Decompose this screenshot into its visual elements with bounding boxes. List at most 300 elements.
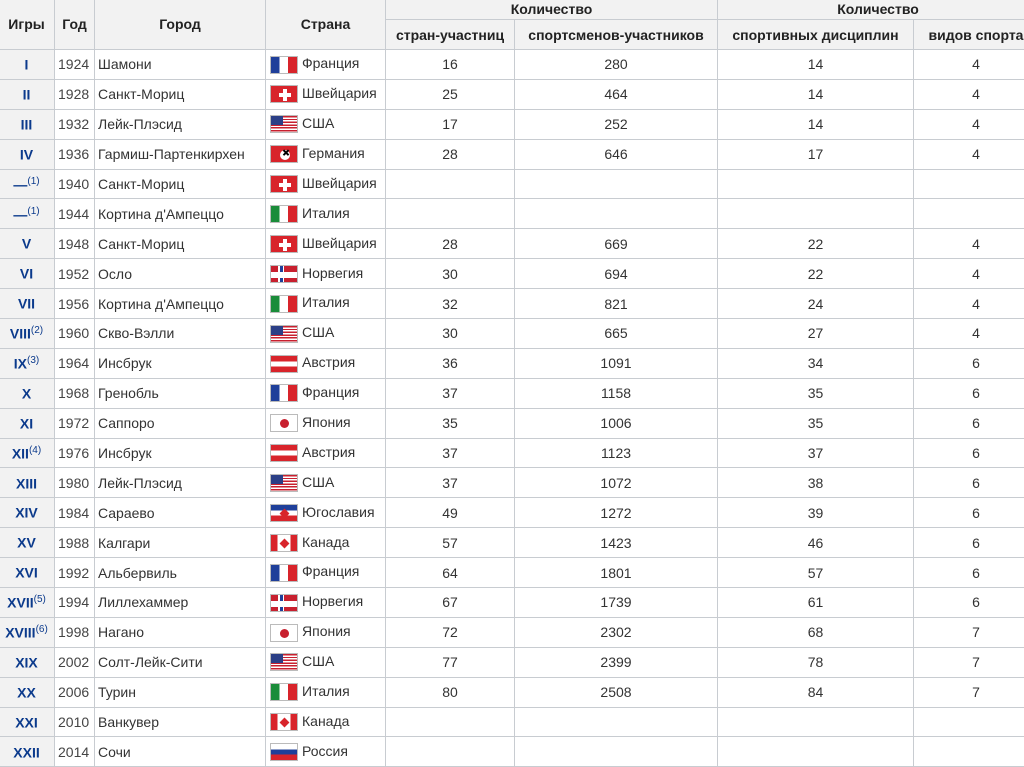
flag-icon: [270, 115, 298, 133]
athletes-count-cell: 1423: [515, 528, 718, 558]
year-cell[interactable]: 1940: [55, 169, 95, 199]
flag-icon: [270, 594, 298, 612]
flag-icon: [270, 355, 298, 373]
country-cell[interactable]: [266, 79, 386, 109]
countries-count-cell: 72: [386, 617, 515, 647]
games-numeral[interactable]: I: [24, 56, 29, 73]
flag-icon: [270, 235, 298, 253]
flag-icon: [270, 56, 298, 74]
country-cell[interactable]: [266, 199, 386, 229]
city-cell[interactable]: Калгари: [95, 528, 266, 558]
table-row: [0, 289, 1024, 319]
table-row: [0, 647, 1024, 677]
country-name[interactable]: Италия: [302, 294, 350, 311]
disciplines-count-cell: [718, 199, 914, 229]
city-cell[interactable]: Шамони: [95, 50, 266, 80]
disciplines-count-cell: 84: [718, 677, 914, 707]
country-name[interactable]: Швейцария: [302, 174, 377, 191]
year-cell[interactable]: 1972: [55, 408, 95, 438]
country-cell[interactable]: [266, 289, 386, 319]
country-cell[interactable]: [266, 139, 386, 169]
sports-count-cell: [914, 737, 1024, 767]
flag-icon: [270, 265, 298, 283]
games-cell[interactable]: [0, 259, 55, 289]
country-cell[interactable]: [266, 319, 386, 349]
athletes-count-cell: 2302: [515, 617, 718, 647]
games-cell[interactable]: [0, 558, 55, 588]
city-cell[interactable]: Сочи: [95, 737, 266, 767]
year-cell[interactable]: 1936: [55, 139, 95, 169]
footnote-ref[interactable]: (6): [35, 624, 48, 636]
table-row: [0, 319, 1024, 349]
city-cell[interactable]: Саппоро: [95, 408, 266, 438]
countries-count-cell: [386, 169, 515, 199]
countries-count-cell: 36: [386, 348, 515, 378]
country-cell[interactable]: [266, 647, 386, 677]
games-cell[interactable]: [0, 348, 55, 378]
country-name[interactable]: Франция: [302, 55, 360, 72]
disciplines-count-cell: 35: [718, 378, 914, 408]
year-cell[interactable]: 1956: [55, 289, 95, 319]
flag-icon: [270, 85, 298, 103]
year-cell[interactable]: 1984: [55, 498, 95, 528]
footnote-ref[interactable]: (5): [33, 594, 46, 606]
games-cell[interactable]: [0, 588, 55, 618]
sports-count-cell: [914, 199, 1024, 229]
country-name[interactable]: Италия: [302, 683, 350, 699]
flag-icon: [270, 713, 298, 731]
flag-icon: [270, 384, 298, 402]
footnote-ref[interactable]: (1): [27, 175, 40, 187]
header-countries: стран-участниц: [386, 20, 515, 50]
countries-count-cell: 49: [386, 498, 515, 528]
sports-count-cell: 6: [914, 408, 1024, 438]
games-cell[interactable]: [0, 378, 55, 408]
flag-icon: [270, 145, 298, 163]
countries-count-cell: [386, 737, 515, 767]
year-cell[interactable]: 1980: [55, 468, 95, 498]
disciplines-count-cell: 57: [718, 558, 914, 588]
games-cell[interactable]: [0, 169, 55, 199]
country-name[interactable]: Норвегия: [302, 593, 364, 610]
table-row: [0, 378, 1024, 408]
athletes-count-cell: 1739: [515, 588, 718, 618]
sports-count-cell: 4: [914, 50, 1024, 80]
countries-count-cell: 67: [386, 588, 515, 618]
sports-count-cell: 6: [914, 498, 1024, 528]
athletes-count-cell: 2399: [515, 647, 718, 677]
athletes-count-cell: 1123: [515, 438, 718, 468]
flag-icon: [270, 444, 298, 462]
games-cell[interactable]: [0, 528, 55, 558]
flag-icon: [270, 175, 298, 193]
country-name[interactable]: Канада: [302, 712, 350, 729]
sports-count-cell: 7: [914, 647, 1024, 677]
year-cell[interactable]: 1952: [55, 259, 95, 289]
games-numeral[interactable]: —: [13, 176, 28, 193]
year-cell[interactable]: 1928: [55, 79, 95, 109]
athletes-count-cell: [515, 169, 718, 199]
country-name[interactable]: Швейцария: [302, 234, 377, 251]
city-cell[interactable]: Турин: [95, 677, 266, 707]
country-cell[interactable]: [266, 259, 386, 289]
games-numeral[interactable]: X: [21, 385, 32, 402]
athletes-count-cell: 665: [515, 319, 718, 349]
country-name[interactable]: США: [302, 324, 335, 341]
games-cell[interactable]: [0, 408, 55, 438]
games-numeral[interactable]: XII: [11, 445, 29, 462]
sports-count-cell: 4: [914, 319, 1024, 349]
year-cell[interactable]: 1924: [55, 50, 95, 80]
country-cell[interactable]: [266, 169, 386, 199]
sports-count-cell: 4: [914, 229, 1024, 259]
table-row: [0, 737, 1024, 767]
flag-icon: [270, 474, 298, 492]
year-cell[interactable]: 1976: [55, 438, 95, 468]
year-cell[interactable]: 1960: [55, 319, 95, 349]
disciplines-count-cell: 14: [718, 50, 914, 80]
country-name[interactable]: Канада: [302, 533, 350, 550]
flag-icon: [270, 325, 298, 343]
countries-count-cell: 57: [386, 528, 515, 558]
country-cell[interactable]: [266, 558, 386, 588]
games-cell[interactable]: [0, 289, 55, 319]
year-cell[interactable]: 1998: [55, 617, 95, 647]
games-numeral[interactable]: XI: [19, 415, 34, 432]
athletes-count-cell: 1091: [515, 348, 718, 378]
city-cell[interactable]: Гармиш-Партенкирхен: [95, 139, 266, 169]
year-cell[interactable]: 2006: [55, 677, 95, 707]
country-cell[interactable]: [266, 468, 386, 498]
games-numeral[interactable]: VIII: [9, 325, 31, 342]
games-cell[interactable]: [0, 647, 55, 677]
year-cell[interactable]: 1994: [55, 588, 95, 618]
table-row: [0, 139, 1024, 169]
games-numeral[interactable]: VI: [19, 266, 34, 282]
header-athletes: спортсменов-участников: [515, 20, 718, 50]
year-cell[interactable]: 1944: [55, 199, 95, 229]
games-cell[interactable]: [0, 139, 55, 169]
country-name[interactable]: Германия: [302, 144, 365, 161]
sports-count-cell: 7: [914, 617, 1024, 647]
games-cell[interactable]: [0, 617, 55, 647]
city-cell[interactable]: Осло: [95, 259, 266, 289]
athletes-count-cell: [515, 737, 718, 767]
disciplines-count-cell: 14: [718, 79, 914, 109]
athletes-count-cell: 694: [515, 259, 718, 289]
city-cell[interactable]: Лиллехаммер: [95, 588, 266, 618]
country-name[interactable]: Франция: [302, 563, 360, 580]
city-cell[interactable]: Инсбрук: [95, 348, 266, 378]
sports-count-cell: 6: [914, 528, 1024, 558]
games-cell[interactable]: [0, 50, 55, 80]
games-cell[interactable]: [0, 707, 55, 737]
country-name[interactable]: Япония: [302, 413, 351, 430]
games-cell[interactable]: [0, 498, 55, 528]
flag-icon: [270, 205, 298, 223]
games-numeral[interactable]: XVII: [7, 594, 34, 611]
disciplines-count-cell: 39: [718, 498, 914, 528]
games-numeral[interactable]: XXI: [15, 714, 38, 731]
city-cell[interactable]: Скво-Вэлли: [95, 319, 266, 349]
city-cell[interactable]: Санкт-Мориц: [95, 229, 266, 259]
flag-icon: [270, 504, 298, 522]
header-games: Игры: [0, 0, 55, 50]
country-cell[interactable]: [266, 378, 386, 408]
sports-count-cell: 6: [914, 468, 1024, 498]
countries-count-cell: 25: [386, 79, 515, 109]
city-cell[interactable]: Альбервиль: [95, 558, 266, 588]
athletes-count-cell: 1272: [515, 498, 718, 528]
games-cell[interactable]: [0, 677, 55, 707]
flag-icon: [270, 624, 298, 642]
games-cell[interactable]: [0, 319, 55, 349]
flag-icon: [270, 564, 298, 582]
table-row: [0, 229, 1024, 259]
country-cell[interactable]: [266, 617, 386, 647]
athletes-count-cell: 2508: [515, 677, 718, 707]
table-row: [0, 109, 1024, 139]
countries-count-cell: 30: [386, 319, 515, 349]
country-name[interactable]: США: [302, 473, 335, 490]
header-year: Год: [55, 0, 95, 50]
country-cell[interactable]: [266, 737, 386, 767]
athletes-count-cell: 252: [515, 109, 718, 139]
footnote-ref[interactable]: (3): [27, 355, 40, 367]
year-cell[interactable]: 1988: [55, 528, 95, 558]
athletes-count-cell: [515, 199, 718, 229]
table-row: [0, 199, 1024, 229]
country-cell[interactable]: [266, 588, 386, 618]
country-cell[interactable]: [266, 348, 386, 378]
disciplines-count-cell: 22: [718, 259, 914, 289]
year-cell[interactable]: 2014: [55, 737, 95, 767]
sports-count-cell: 6: [914, 438, 1024, 468]
countries-count-cell: 32: [386, 289, 515, 319]
athletes-count-cell: 669: [515, 229, 718, 259]
disciplines-count-cell: 78: [718, 647, 914, 677]
country-cell[interactable]: [266, 109, 386, 139]
disciplines-count-cell: 37: [718, 438, 914, 468]
disciplines-count-cell: 38: [718, 468, 914, 498]
athletes-count-cell: 464: [515, 79, 718, 109]
table-row: [0, 558, 1024, 588]
sports-count-cell: [914, 707, 1024, 737]
games-numeral[interactable]: IV: [19, 146, 34, 163]
city-cell[interactable]: Ванкувер: [95, 707, 266, 737]
country-cell[interactable]: [266, 498, 386, 528]
games-numeral[interactable]: XV: [17, 535, 36, 552]
flag-icon: [270, 743, 298, 761]
header-count-participants: Количество: [386, 0, 718, 20]
country-cell[interactable]: [266, 677, 386, 707]
athletes-count-cell: 1006: [515, 408, 718, 438]
city-cell[interactable]: Кортина д'Ампеццо: [95, 289, 266, 319]
city-cell[interactable]: Санкт-Мориц: [95, 79, 266, 109]
year-cell[interactable]: 2002: [55, 647, 95, 677]
sports-count-cell: 7: [914, 677, 1024, 707]
games-numeral[interactable]: —: [13, 206, 28, 223]
city-cell[interactable]: Кортина д'Ампеццо: [95, 199, 266, 229]
header-count-events: Количество: [718, 0, 1024, 20]
flag-icon: [270, 653, 298, 671]
table-row: [0, 707, 1024, 737]
sports-count-cell: 6: [914, 558, 1024, 588]
athletes-count-cell: 1072: [515, 468, 718, 498]
sports-count-cell: 4: [914, 289, 1024, 319]
games-numeral[interactable]: II: [22, 86, 31, 103]
year-cell[interactable]: 1992: [55, 558, 95, 588]
games-cell[interactable]: [0, 468, 55, 498]
header-country: Страна: [266, 0, 386, 50]
games-numeral[interactable]: XIX: [15, 654, 38, 671]
country-name[interactable]: Франция: [302, 384, 360, 401]
year-cell[interactable]: 1968: [55, 378, 95, 408]
table-row: [0, 259, 1024, 289]
city-cell[interactable]: Санкт-Мориц: [95, 169, 266, 199]
disciplines-count-cell: [718, 169, 914, 199]
table-row: [0, 169, 1024, 199]
country-name[interactable]: Австрия: [302, 354, 356, 371]
country-name[interactable]: Россия: [302, 742, 348, 759]
country-name[interactable]: США: [302, 115, 335, 132]
table-row: [0, 588, 1024, 618]
disciplines-count-cell: [718, 707, 914, 737]
header-city: Город: [95, 0, 266, 50]
countries-count-cell: 77: [386, 647, 515, 677]
year-cell[interactable]: 1964: [55, 348, 95, 378]
country-cell[interactable]: [266, 229, 386, 259]
athletes-count-cell: 1801: [515, 558, 718, 588]
games-numeral[interactable]: XVIII: [5, 624, 36, 641]
games-numeral[interactable]: XIV: [15, 505, 38, 522]
year-cell[interactable]: 1948: [55, 229, 95, 259]
country-cell[interactable]: [266, 50, 386, 80]
disciplines-count-cell: 17: [718, 139, 914, 169]
sports-count-cell: 6: [914, 378, 1024, 408]
sports-count-cell: 4: [914, 79, 1024, 109]
city-cell[interactable]: Сараево: [95, 498, 266, 528]
countries-count-cell: 80: [386, 677, 515, 707]
city-cell[interactable]: Нагано: [95, 617, 266, 647]
games-numeral[interactable]: VII: [17, 295, 36, 312]
header-disciplines: спортивных дисциплин: [718, 20, 914, 50]
country-name[interactable]: Швейцария: [302, 85, 377, 102]
city-cell[interactable]: Лейк-Плэсид: [95, 468, 266, 498]
games-cell[interactable]: [0, 109, 55, 139]
disciplines-count-cell: 27: [718, 319, 914, 349]
countries-count-cell: 17: [386, 109, 515, 139]
games-numeral[interactable]: IX: [13, 355, 27, 372]
country-name[interactable]: Югославия: [302, 503, 375, 520]
games-cell[interactable]: [0, 438, 55, 468]
disciplines-count-cell: 24: [718, 289, 914, 319]
year-cell[interactable]: 1932: [55, 109, 95, 139]
flag-icon: [270, 414, 298, 432]
header-sports: видов спорта: [914, 20, 1024, 50]
footnote-ref[interactable]: (2): [30, 325, 44, 337]
countries-count-cell: 64: [386, 558, 515, 588]
country-cell[interactable]: [266, 408, 386, 438]
games-cell[interactable]: [0, 229, 55, 259]
games-numeral[interactable]: V: [21, 236, 32, 253]
city-cell[interactable]: Гренобль: [95, 378, 266, 408]
countries-count-cell: 28: [386, 229, 515, 259]
sports-count-cell: 6: [914, 588, 1024, 618]
disciplines-count-cell: 68: [718, 617, 914, 647]
games-cell[interactable]: [0, 737, 55, 767]
athletes-count-cell: 646: [515, 139, 718, 169]
sports-count-cell: 4: [914, 139, 1024, 169]
sports-count-cell: 4: [914, 259, 1024, 289]
games-cell[interactable]: [0, 199, 55, 229]
athletes-count-cell: 1158: [515, 378, 718, 408]
countries-count-cell: 37: [386, 468, 515, 498]
games-numeral[interactable]: XX: [17, 684, 36, 701]
disciplines-count-cell: 14: [718, 109, 914, 139]
country-name[interactable]: США: [302, 653, 335, 670]
table-row: [0, 677, 1024, 707]
country-name[interactable]: Норвегия: [302, 264, 364, 281]
table-row: [0, 528, 1024, 558]
table-row: [0, 498, 1024, 528]
table-row: [0, 50, 1024, 80]
sports-count-cell: [914, 169, 1024, 199]
athletes-count-cell: [515, 707, 718, 737]
table-row: [0, 438, 1024, 468]
countries-count-cell: [386, 199, 515, 229]
flag-icon: [270, 683, 298, 701]
disciplines-count-cell: 22: [718, 229, 914, 259]
countries-count-cell: [386, 707, 515, 737]
table-row: [0, 408, 1024, 438]
city-cell[interactable]: Инсбрук: [95, 438, 266, 468]
games-numeral[interactable]: XVI: [15, 564, 38, 581]
country-name[interactable]: Япония: [302, 623, 351, 640]
country-cell[interactable]: [266, 707, 386, 737]
countries-count-cell: 28: [386, 139, 515, 169]
disciplines-count-cell: 46: [718, 528, 914, 558]
disciplines-count-cell: [718, 737, 914, 767]
city-cell[interactable]: Лейк-Плэсид: [95, 109, 266, 139]
flag-icon: [270, 295, 298, 313]
country-cell[interactable]: [266, 528, 386, 558]
games-cell[interactable]: [0, 79, 55, 109]
countries-count-cell: 16: [386, 50, 515, 80]
countries-count-cell: 37: [386, 378, 515, 408]
table-row: [0, 348, 1024, 378]
disciplines-count-cell: 35: [718, 408, 914, 438]
flag-icon: [270, 534, 298, 552]
year-cell[interactable]: 2010: [55, 707, 95, 737]
countries-count-cell: 35: [386, 408, 515, 438]
countries-count-cell: 37: [386, 438, 515, 468]
table-row: [0, 468, 1024, 498]
footnote-ref[interactable]: (1): [27, 205, 40, 217]
athletes-count-cell: 280: [515, 50, 718, 80]
footnote-ref[interactable]: (4): [28, 444, 42, 456]
disciplines-count-cell: 61: [718, 588, 914, 618]
city-cell[interactable]: Солт-Лейк-Сити: [95, 647, 266, 677]
country-cell[interactable]: [266, 438, 386, 468]
table-row: [0, 79, 1024, 109]
country-name[interactable]: Италия: [302, 204, 350, 221]
country-name[interactable]: Австрия: [302, 443, 356, 460]
table-row: [0, 617, 1024, 647]
games-numeral[interactable]: III: [20, 116, 33, 133]
games-numeral[interactable]: XIII: [15, 475, 37, 492]
games-numeral[interactable]: XXII: [13, 744, 40, 761]
